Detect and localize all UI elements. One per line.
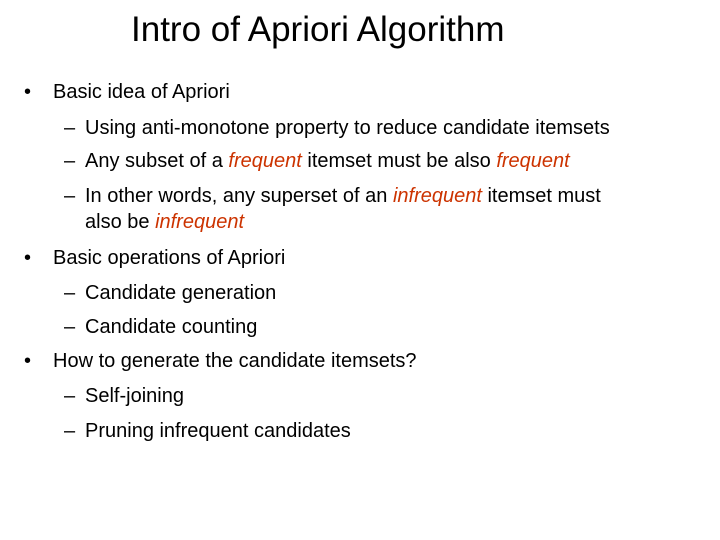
text-run: In other words, any superset of an xyxy=(85,185,393,207)
text-run: itemset must xyxy=(481,185,601,207)
sub-bullet-text xyxy=(85,184,601,208)
text-run: also be xyxy=(85,211,156,233)
sub-bullet-text xyxy=(85,149,570,173)
sub-bullet-text xyxy=(85,210,244,234)
sub-bullet-text: Candidate generation xyxy=(85,282,277,304)
bullet-dot: • xyxy=(24,350,32,372)
sub-bullet-text: Self-joining xyxy=(85,385,184,407)
dash-mark: – xyxy=(64,150,76,172)
slide-title: Intro of Apriori Algorithm xyxy=(131,10,505,49)
emphasis-frequent: frequent xyxy=(228,150,302,172)
emphasis-frequent: frequent xyxy=(496,150,570,172)
dash-mark: – xyxy=(64,185,76,207)
text-run: itemset must be also xyxy=(301,150,497,172)
dash-mark: – xyxy=(64,117,76,139)
dash-mark: – xyxy=(64,282,76,304)
bullet-dot: • xyxy=(24,247,32,269)
dash-mark: – xyxy=(64,316,76,338)
bullet-text: Basic operations of Apriori xyxy=(53,247,286,269)
emphasis-infrequent: infrequent xyxy=(155,211,245,233)
sub-bullet-text: Pruning infrequent candidates xyxy=(85,420,351,442)
dash-mark: – xyxy=(64,385,76,407)
bullet-dot: • xyxy=(24,81,32,103)
bullet-text: Basic idea of Apriori xyxy=(53,81,230,103)
bullet-text: How to generate the candidate itemsets? xyxy=(53,350,417,372)
sub-bullet-text: Candidate counting xyxy=(85,316,258,338)
emphasis-infrequent: infrequent xyxy=(392,185,482,207)
sub-bullet-text: Using anti-monotone property to reduce candidate itemsets xyxy=(85,117,610,139)
dash-mark: – xyxy=(64,420,76,442)
text-run: Any subset of a xyxy=(85,150,229,172)
